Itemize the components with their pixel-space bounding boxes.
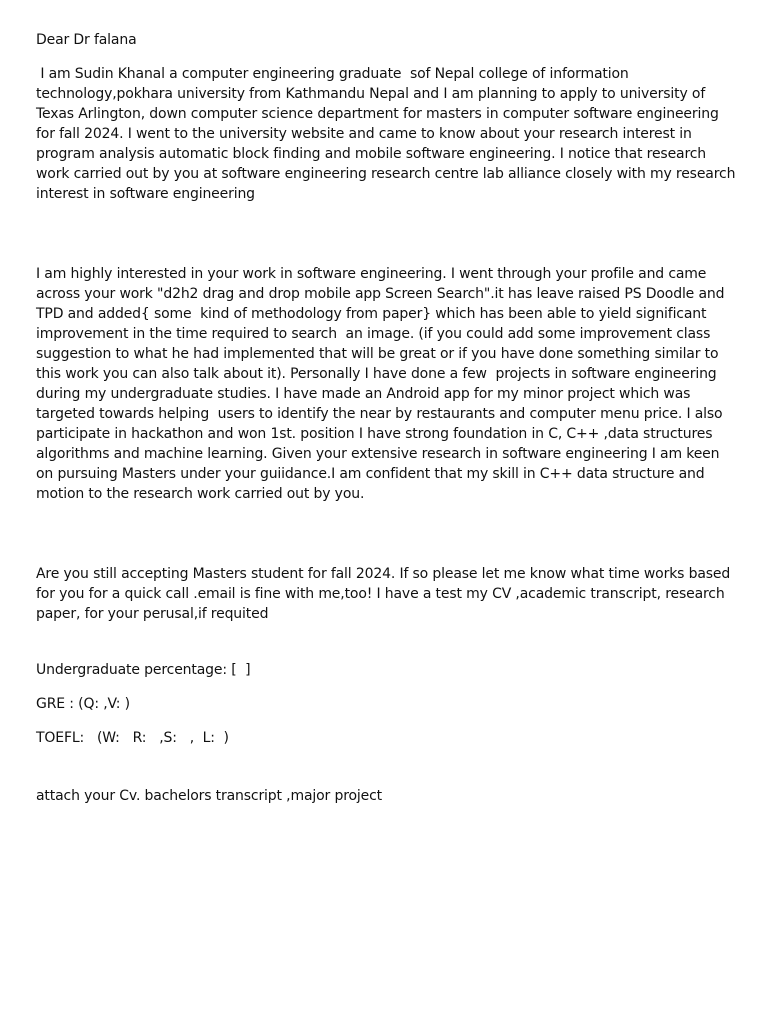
attachments-note: attach your Cv. bachelors transcript ,major project (36, 788, 382, 804)
paragraph-request: Are you still accepting Masters student for fall 2024. If so please let me know what time works based for you for a quick call .email is fine with me,too! I have a test my CV ,academic transcript, research paper, for your perusal,if requited (36, 566, 735, 622)
toefl-scores: TOEFL: (W: R: ,S: , L: ) (36, 730, 229, 746)
paragraph-research-interest: I am highly interested in your work in software engineering. I went through your profile and came across your work "d2h2 drag and drop mobile app Screen Search".it has leave raised PS Doodle and TPD and added{ some kind of methodology from paper} which has been able to yield significant improvement in the time required to search an image. (if you could add some improvement class suggestion to what he had implemented that will be great or if you have done something similar to this work you can also talk about it). Personally I have done a few projects in software engineering during my undergraduate studies. I have made an Android app for my minor project which was targeted towards helping users to identify the near by restaurants and computer menu price. I also participate in hackathon and won 1st. position I have strong foundation in C, C++ ,data structures algorithms and machine learning. Given your extensive research in software engineering I am keen on pursuing Masters under your guiidance.I am confident that my skill in C++ data structure and motion to the research work carried out by you. (36, 266, 729, 502)
paragraph-introduction: I am Sudin Khanal a computer engineering graduate sof Nepal college of information technology,pokhara university from Kathmandu Nepal and I am planning to apply to university of Texas Arlington, down computer science department for masters in computer software engineering for fall 2024. I went to the university website and came to know about your research interest in program analysis automatic block finding and mobile software engineering. I notice that research work carried out by you at software engineering research centre lab alliance closely with my research interest in software engineering (36, 66, 740, 202)
salutation: Dear Dr falana (36, 32, 137, 48)
gre-scores: GRE : (Q: ,V: ) (36, 696, 130, 712)
letter-document (36, 30, 740, 806)
undergraduate-percentage: Undergraduate percentage: [ ] (36, 662, 251, 678)
